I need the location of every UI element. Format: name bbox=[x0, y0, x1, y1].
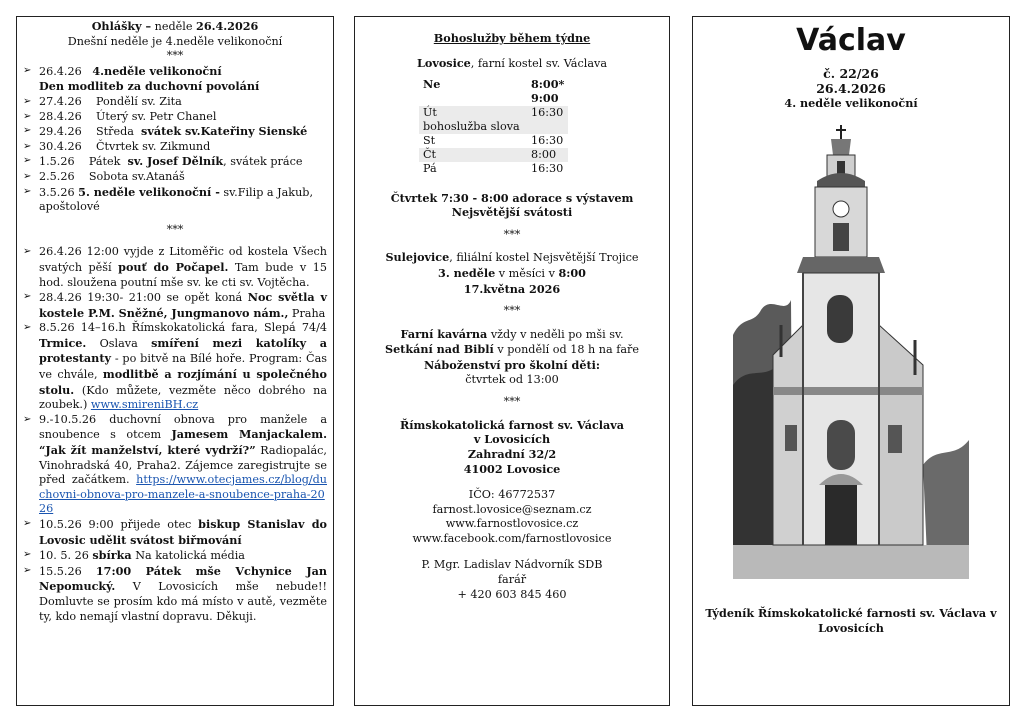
parish-ico: IČO: 46772537 bbox=[468, 488, 556, 502]
list-item: ➢ 1.5.26 Pátek sv. Josef Dělník, svátek práce bbox=[23, 154, 303, 169]
sulejovice-date: 17.května 2026 bbox=[463, 281, 561, 296]
table-row: bohoslužba slova bbox=[419, 120, 568, 134]
notice-pilgrimage: ➢ 26.4.26 12:00 vyjde z Litoměřic od kostela Všech svatých pěší pouť do Počapel. Tam bude v 15 hod. sloužena poutní mše sv. ke cti sv. Vojtěcha. bbox=[23, 245, 327, 289]
arrow-bullet-icon: ➢ bbox=[23, 549, 32, 561]
table-row: Čt 8:00 bbox=[419, 148, 568, 162]
separator-stars: *** bbox=[166, 222, 184, 236]
parish-place: v Lovosicích bbox=[473, 432, 551, 447]
newsletter-title: Václav bbox=[796, 23, 906, 58]
notice-night-of-light: ➢ 28.4.26 19:30- 21:00 se opět koná Noc světla v kostele P.M. Sněžné, Jungmanovo nám., Praha bbox=[23, 290, 327, 320]
priest-name: P. Mgr. Ladislav Nádvorník SDB bbox=[421, 558, 603, 572]
arrow-bullet-icon: ➢ bbox=[23, 518, 32, 529]
announcements-title: Ohlášky – neděle 26.4.2026 bbox=[91, 19, 259, 33]
table-row: Pá 16:30 bbox=[423, 162, 564, 176]
services-panel bbox=[354, 16, 670, 706]
sulejovice-church: Sulejovice, filiální kostel Nejsvětější Trojice bbox=[385, 250, 639, 265]
notice-vchynice-mass: ➢ 15.5.26 17:00 Pátek mše Vchynice Jan Nepomucký. V Lovosicích mše nebude!! Domluvte se prosím kdo má místo v autě, vezměte ty, kdo nemají vlastní dopravu. Děkuji. bbox=[23, 563, 327, 623]
smirenibh-link[interactable]: www.smireniBH.cz bbox=[90, 398, 199, 412]
schedule-table bbox=[419, 77, 568, 176]
parish-email[interactable]: farnost.lovosice@seznam.cz bbox=[432, 502, 592, 516]
parish-city: 41002 Lovosice bbox=[463, 461, 561, 476]
adoration-note: Čtvrtek 7:30 - 8:00 adorace s výstavem Nejsvětější svátosti bbox=[390, 190, 634, 220]
separator-stars: *** bbox=[166, 49, 184, 63]
notice-collection: ➢ 10. 5. 26 sbírka Na katolická média bbox=[23, 548, 245, 563]
church-illustration bbox=[733, 125, 969, 579]
bible-meeting: Setkání nad Biblí v pondělí od 18 h na faře bbox=[384, 342, 640, 357]
issue-date: 26.4.2026 bbox=[816, 81, 886, 96]
issue-number: č. 22/26 bbox=[823, 66, 879, 81]
arrow-bullet-icon: ➢ bbox=[23, 322, 32, 334]
arrow-bullet-icon: ➢ bbox=[23, 246, 32, 258]
services-heading: Bohoslužby během týdne bbox=[433, 31, 591, 45]
notice-spiritual-renewal: ➢ 9.-10.5.26 duchovní obnova pro manžele a snoubence s otcem Jamesem Manjackalem. “Jak žít manželství, které vydrží?” Radiopalác, Vinohradská 40, Praha2. Zájemce zaregistrujte se před začátkem. https://www.otecjames.cz/blog/duchovni-obnova-pro-manzele-a-snoubence-praha-2026 bbox=[23, 412, 327, 516]
lovosice-church: Lovosice, farní kostel sv. Václava bbox=[417, 55, 607, 70]
table-row: Ne 8:00* bbox=[423, 77, 565, 92]
table-row: 9:00 bbox=[531, 91, 559, 106]
separator-stars: *** bbox=[503, 227, 521, 241]
parish-name: Římskokatolická farnost sv. Václava bbox=[399, 417, 625, 432]
list-item: ➢ 26.4.26 4.neděle velikonoční bbox=[23, 63, 222, 78]
arrow-bullet-icon: ➢ bbox=[23, 110, 32, 122]
list-item: ➢ 30.4.26 Čtvrtek sv. Zikmund bbox=[23, 139, 211, 153]
announcements-panel bbox=[16, 16, 334, 706]
priest-role: farář bbox=[497, 573, 527, 587]
newsletter-footer: Týdeník Římskokatolické farnosti sv. Václava v Lovosicích bbox=[705, 606, 997, 635]
list-item: ➢ 29.4.26 Středa svátek sv.Kateřiny Sienské bbox=[23, 124, 308, 139]
list-item: ➢ 2.5.26 Sobota sv.Atanáš bbox=[23, 169, 185, 183]
list-item: ➢ 27.4.26 Pondělí sv. Zita bbox=[23, 94, 182, 108]
arrow-bullet-icon: ➢ bbox=[23, 413, 32, 425]
list-item: ➢ 3.5.26 5. neděle velikonoční - sv.Filip a Jakub, apoštolové bbox=[23, 184, 314, 214]
religion-time: čtvrtek od 13:00 bbox=[465, 372, 559, 386]
separator-stars: *** bbox=[503, 395, 521, 409]
arrow-bullet-icon: ➢ bbox=[23, 64, 32, 76]
arrow-bullet-icon: ➢ bbox=[23, 564, 32, 576]
religion-classes: Náboženství pro školní děti: bbox=[423, 357, 601, 372]
arrow-bullet-icon: ➢ bbox=[23, 155, 32, 167]
cover-panel bbox=[692, 16, 1010, 706]
priest-phone: + 420 603 845 460 bbox=[457, 587, 567, 601]
list-item: ➢ 28.4.26 Úterý sv. Petr Chanel bbox=[23, 109, 217, 123]
parish-street: Zahradní 32/2 bbox=[467, 446, 557, 461]
notice-reconciliation: ➢ 8.5.26 14–16.h Římskokatolická fara, Slepá 74/4 Trmice. Oslava smíření mezi katolíky a protestanty - po bitvě na Bílé hoře. Program: Čas ve chvále, modlitbě a rozjímání u společného stolu. (Kdo můžete, vezměte něco dobrého na zoubek.) www.smireniBH.cz bbox=[23, 321, 327, 412]
table-row: St 16:30 bbox=[423, 134, 564, 147]
arrow-bullet-icon: ➢ bbox=[23, 170, 32, 182]
parish-cafe: Farní kavárna vždy v neděli po mši sv. bbox=[400, 326, 624, 341]
arrow-bullet-icon: ➢ bbox=[23, 291, 32, 303]
sulejovice-schedule: 3. neděle v měsíci v 8:00 bbox=[438, 265, 586, 280]
arrow-bullet-icon: ➢ bbox=[23, 185, 32, 197]
notice-confirmation: ➢ 10.5.26 9:00 přijede otec biskup Stanislav do Lovosic udělit svátost biřmování bbox=[23, 517, 327, 547]
parish-facebook[interactable]: www.facebook.com/farnostlovosice bbox=[412, 531, 612, 545]
arrow-bullet-icon: ➢ bbox=[23, 125, 32, 137]
separator-stars: *** bbox=[503, 304, 521, 318]
announcements-subtitle: Dnešní neděle je 4.neděle velikonoční bbox=[67, 34, 283, 48]
table-row: Út 16:30 bbox=[419, 106, 568, 120]
otecjames-link[interactable]: https://www.otecjames.cz/blog/duchovni-obnova-pro-manzele-a-snoubence-praha-2026 bbox=[39, 473, 327, 516]
parish-web[interactable]: www.farnostlovosice.cz bbox=[445, 517, 579, 531]
issue-sunday: 4. neděle velikonoční bbox=[784, 96, 918, 110]
arrow-bullet-icon: ➢ bbox=[23, 140, 32, 152]
list-item: Den modliteb za duchovní povolání bbox=[39, 79, 260, 94]
arrow-bullet-icon: ➢ bbox=[23, 95, 32, 107]
